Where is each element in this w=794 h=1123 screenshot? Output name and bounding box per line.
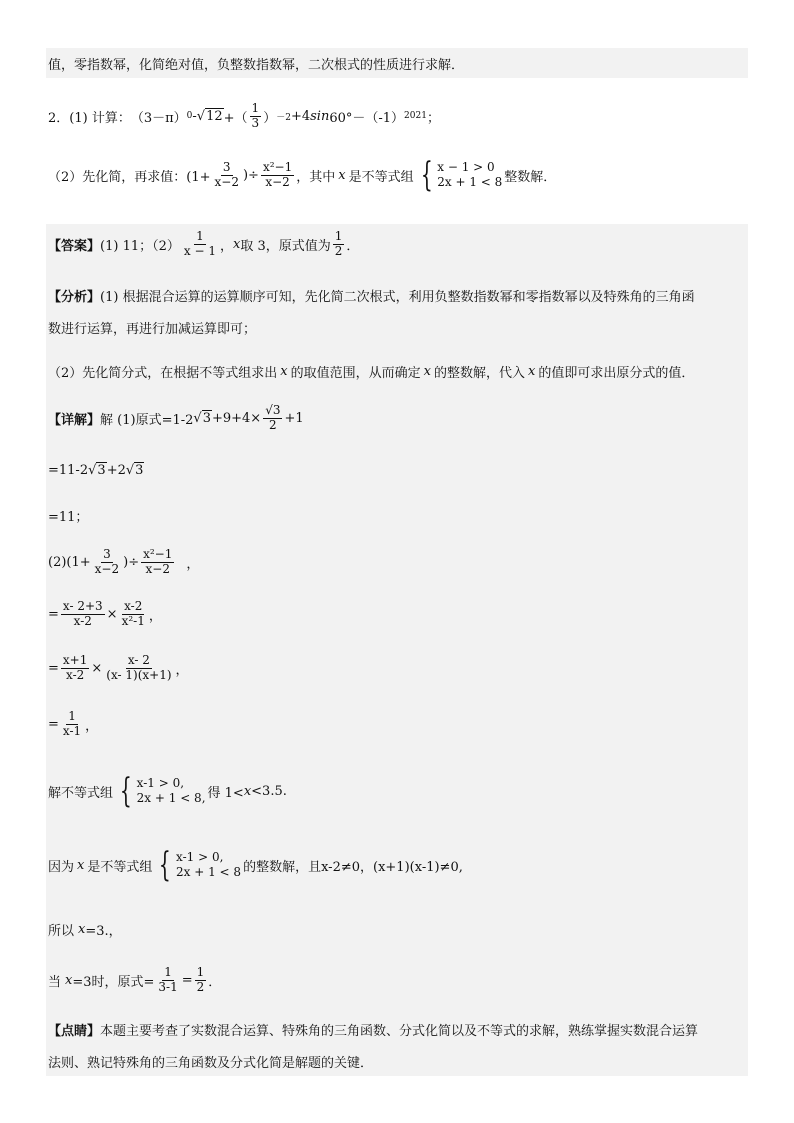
- q2-p1-term-e: +4: [290, 108, 311, 124]
- q2-p1-term-a: （3－π）: [130, 110, 187, 126]
- detail-s4-frac2-num: x²−1: [143, 547, 173, 561]
- detail-s9-c: 的整数解，且: [243, 859, 322, 875]
- q2-p2-div: )÷: [242, 167, 259, 183]
- detail-s9-row1: x-1 > 0,: [176, 850, 224, 864]
- analysis-x-2: x: [423, 364, 431, 379]
- detail-s11-a: 当: [48, 974, 62, 990]
- q2-p1-fraction: [250, 102, 262, 131]
- detail-s1-b: +9+4×: [211, 410, 262, 426]
- answer-frac1-num: 1: [196, 229, 204, 243]
- detail-s7-b: ，: [85, 718, 99, 734]
- left-brace: {: [159, 845, 172, 885]
- detail-s4-frac2: [141, 548, 174, 577]
- q2-p2-mid2: 是不等式组: [348, 169, 414, 185]
- q2-p2-frac1-num: 3: [222, 159, 231, 174]
- detail-s11-frac1: [156, 966, 179, 995]
- comment-label: 【点睛】: [48, 1024, 101, 1039]
- detail-s11-frac1-num: 1: [164, 965, 172, 979]
- detail-s9-b: 是不等式组: [87, 859, 153, 875]
- q2-p2-x: x: [338, 167, 346, 183]
- analysis-x-3: x: [528, 364, 536, 379]
- q2-p2-sys-row2: 2x + 1 < 8: [437, 175, 503, 189]
- detail-s6-c: ，: [175, 662, 189, 678]
- analysis-text-1: (1) 根据混合运算的运算顺序可知，先化简二次根式，利用负整数指数幂和零指数幂以及特殊角的三角函: [100, 290, 695, 305]
- detail-s10-x: x: [78, 922, 86, 937]
- q2-p1-exp-a: 0: [186, 111, 193, 122]
- detail-s4-frac1: [93, 548, 121, 577]
- sqrt-symbol: √: [88, 462, 97, 478]
- detail-s5-frac2: [120, 600, 147, 629]
- detail-s2-radicand-2: 3: [135, 463, 144, 478]
- q2-p2-mid: ，其中: [296, 169, 336, 185]
- detail-s5-frac2-den: x²-1: [121, 613, 145, 628]
- detail-step-3: [48, 506, 88, 525]
- question-2-part-2: [48, 155, 557, 195]
- comment-line-1: [48, 1020, 698, 1039]
- detail-step-2: [48, 462, 144, 478]
- detail-s4-frac1-den: x−2: [94, 561, 120, 576]
- answer-x: x: [233, 236, 241, 252]
- detail-s5-frac1-num: x- 2+3: [62, 599, 103, 613]
- detail-s8-row1: x-1 > 0,: [136, 776, 185, 790]
- detail-s7-frac: [61, 710, 83, 739]
- q2-p1-exp-f: 2021: [404, 111, 427, 122]
- detail-s8-inequality-system: [115, 771, 206, 811]
- analysis-line-2: [48, 318, 256, 337]
- answer-text-4: ．: [346, 238, 360, 254]
- question-2-part-1: [48, 102, 440, 131]
- detail-s11-frac2-den: 2: [196, 979, 205, 994]
- detail-s2-radicand-1: 3: [97, 463, 106, 478]
- detail-s9-a: 因为: [48, 859, 75, 875]
- sqrt-symbol: √: [196, 108, 206, 124]
- detail-s8-x: x: [243, 783, 252, 799]
- answer-fraction-1: [182, 230, 218, 259]
- answer-text-1: (1) 11；（2）: [100, 238, 180, 254]
- q2-p1-end: ；: [426, 110, 440, 126]
- detail-s6-a: =: [48, 660, 59, 676]
- left-brace: {: [119, 771, 132, 811]
- detail-s6-frac2: [104, 654, 173, 683]
- q2-p1-sin: sin: [310, 108, 330, 124]
- detail-s1-radicand: 3: [202, 411, 211, 427]
- q2-p1-term-f: 60°－（-1）: [329, 110, 405, 126]
- detail-s11-frac1-den: 3-1: [158, 979, 178, 994]
- detail-s11-d: ．: [208, 974, 222, 990]
- detail-s8-row2: 2x + 1 < 8,: [136, 791, 206, 805]
- q2-p2-frac1: [213, 161, 241, 190]
- q2-p2-sys-row1: x − 1 > 0: [437, 160, 495, 174]
- detail-step-10: [48, 920, 122, 939]
- detail-step-6: [48, 654, 189, 683]
- answer-text-3: 取 3，原式值为: [240, 238, 331, 254]
- detail-s9-x: x: [77, 857, 85, 873]
- detail-s9-inequality-system: [154, 845, 242, 885]
- answer-label: 【答案】: [48, 238, 101, 254]
- q2-p1-frac-num: 1: [251, 101, 260, 115]
- q2-p2-label: （2）先化简，再求值：(1+: [48, 169, 211, 185]
- detail-s6-b: ×: [91, 660, 103, 676]
- analysis-text-3d: 的值即可求出原分式的值．: [538, 366, 695, 381]
- q2-p1-term-c: +（: [223, 110, 248, 126]
- detail-s7-a: =: [48, 716, 59, 732]
- intro-continuation-line: [48, 54, 464, 73]
- answer-frac1-den: x − 1: [183, 243, 216, 258]
- sqrt-symbol: √: [193, 410, 202, 426]
- detail-s4-c: ，: [186, 556, 200, 572]
- answer-frac2-num: 1: [334, 229, 343, 243]
- q2-p2-inequality-system: [416, 155, 503, 195]
- detail-s10-b: =3.，: [85, 924, 122, 939]
- detail-s1-frac-num: √3: [265, 403, 281, 417]
- detail-step-1: [48, 404, 304, 433]
- q2-p1-exp-d: －2: [276, 112, 291, 123]
- q2-p1-radicand: 12: [206, 109, 223, 125]
- comment-text-1: 本题主要考查了实数混合运算、特殊角的三角函数、分式化简以及不等式的求解，熟练掌握实数混合运算: [100, 1024, 699, 1039]
- solution-shaded-block: [46, 224, 748, 1076]
- detail-s6-frac1-den: x-2: [66, 667, 85, 682]
- answer-text-2: ，: [219, 238, 233, 254]
- detail-s9-row2: 2x + 1 < 8: [176, 865, 242, 879]
- answer-fraction-2: [333, 230, 345, 259]
- q2-p1-frac-den: 3: [251, 115, 260, 130]
- detail-s6-frac2-num: x- 2: [127, 653, 150, 667]
- detail-s11-frac2-num: 1: [196, 965, 205, 979]
- detail-s11-b: =3时，原式=: [72, 974, 155, 990]
- detail-s11-frac2: [195, 966, 207, 995]
- detail-s4-b: )÷: [123, 554, 140, 570]
- detail-s2-a: =11-2: [48, 462, 89, 478]
- q2-p1-minus: -: [192, 108, 197, 124]
- detail-label: 【详解】: [48, 412, 101, 428]
- q2-p1-term-d: ）: [263, 110, 277, 126]
- detail-s1-fraction: [263, 404, 282, 433]
- detail-s5-frac1: [61, 600, 105, 629]
- analysis-x-1: x: [280, 364, 288, 379]
- detail-s8-c: <3.5.: [251, 783, 287, 799]
- detail-step-7: [48, 710, 98, 739]
- detail-s6-frac2-den: (x- 1)(x+1): [106, 667, 172, 682]
- answer-frac2-den: 2: [334, 243, 343, 258]
- detail-s8-a: 解不等式组: [48, 785, 114, 801]
- analysis-line-3: [48, 362, 694, 381]
- detail-s10-a: 所以: [48, 924, 75, 939]
- detail-step-11: [48, 966, 221, 995]
- detail-s6-frac1: [61, 654, 89, 683]
- detail-s1-c: +1: [284, 410, 304, 426]
- q2-p2-frac2-den: x−2: [265, 174, 290, 189]
- detail-s4-a: (2)(1+: [48, 554, 91, 570]
- detail-s8-b: 得 1<: [207, 785, 244, 801]
- detail-s4-frac2-den: x−2: [145, 561, 170, 576]
- detail-s11-c: =: [181, 972, 193, 988]
- q2-p2-frac1-den: x−2: [214, 174, 239, 189]
- q2-p2-frac2-num: x²−1: [262, 159, 293, 174]
- comment-line-2: [48, 1052, 373, 1071]
- analysis-label: 【分析】: [48, 290, 101, 305]
- sqrt-symbol: √: [125, 462, 135, 478]
- detail-s5-b: ×: [106, 606, 118, 622]
- detail-step-9: [48, 845, 463, 885]
- intro-text: 值，零指数幂，化简绝对值，负整数指数幂，二次根式的性质进行求解．: [48, 58, 465, 73]
- detail-s1-a: 解 (1)原式=1-2: [100, 412, 194, 428]
- detail-s5-c: ，: [148, 608, 162, 624]
- detail-step-4: [48, 548, 199, 577]
- detail-s2-b: +2: [106, 462, 126, 478]
- comment-text-2: 法则、熟记特殊角的三角函数及分式化简是解题的关键．: [48, 1056, 374, 1071]
- detail-s11-x: x: [65, 972, 73, 988]
- detail-step-8: [48, 771, 287, 811]
- detail-s5-frac2-num: x-2: [124, 599, 143, 613]
- detail-s3: =11；: [48, 510, 89, 525]
- detail-step-5: [48, 600, 162, 629]
- detail-s1-frac-den: 2: [269, 417, 277, 432]
- q2-p2-end: 整数解．: [504, 169, 557, 185]
- analysis-text-3c: 的整数解，代入: [433, 366, 525, 381]
- detail-s6-frac1-num: x+1: [62, 653, 88, 667]
- q2-p1-label: 2．(1) 计算：: [48, 110, 131, 126]
- detail-s4-frac1-num: 3: [103, 547, 111, 561]
- analysis-text-2: 数进行运算，再进行加减运算即可；: [48, 322, 257, 337]
- detail-s7-frac-den: x-1: [62, 723, 82, 738]
- q2-p2-frac2: [261, 161, 294, 190]
- analysis-text-3a: （2）先化简分式，在根据不等式组求出: [48, 366, 278, 381]
- analysis-text-3b: 的取值范围，从而确定: [290, 366, 421, 381]
- answer-line: [48, 230, 359, 259]
- detail-s7-frac-num: 1: [68, 709, 76, 723]
- detail-s9-d: x-2≠0，(x+1)(x-1)≠0,: [321, 859, 463, 875]
- left-brace: {: [420, 155, 433, 195]
- detail-s5-a: =: [48, 606, 59, 622]
- detail-s5-frac1-den: x-2: [73, 613, 92, 628]
- analysis-line-1: [48, 286, 695, 305]
